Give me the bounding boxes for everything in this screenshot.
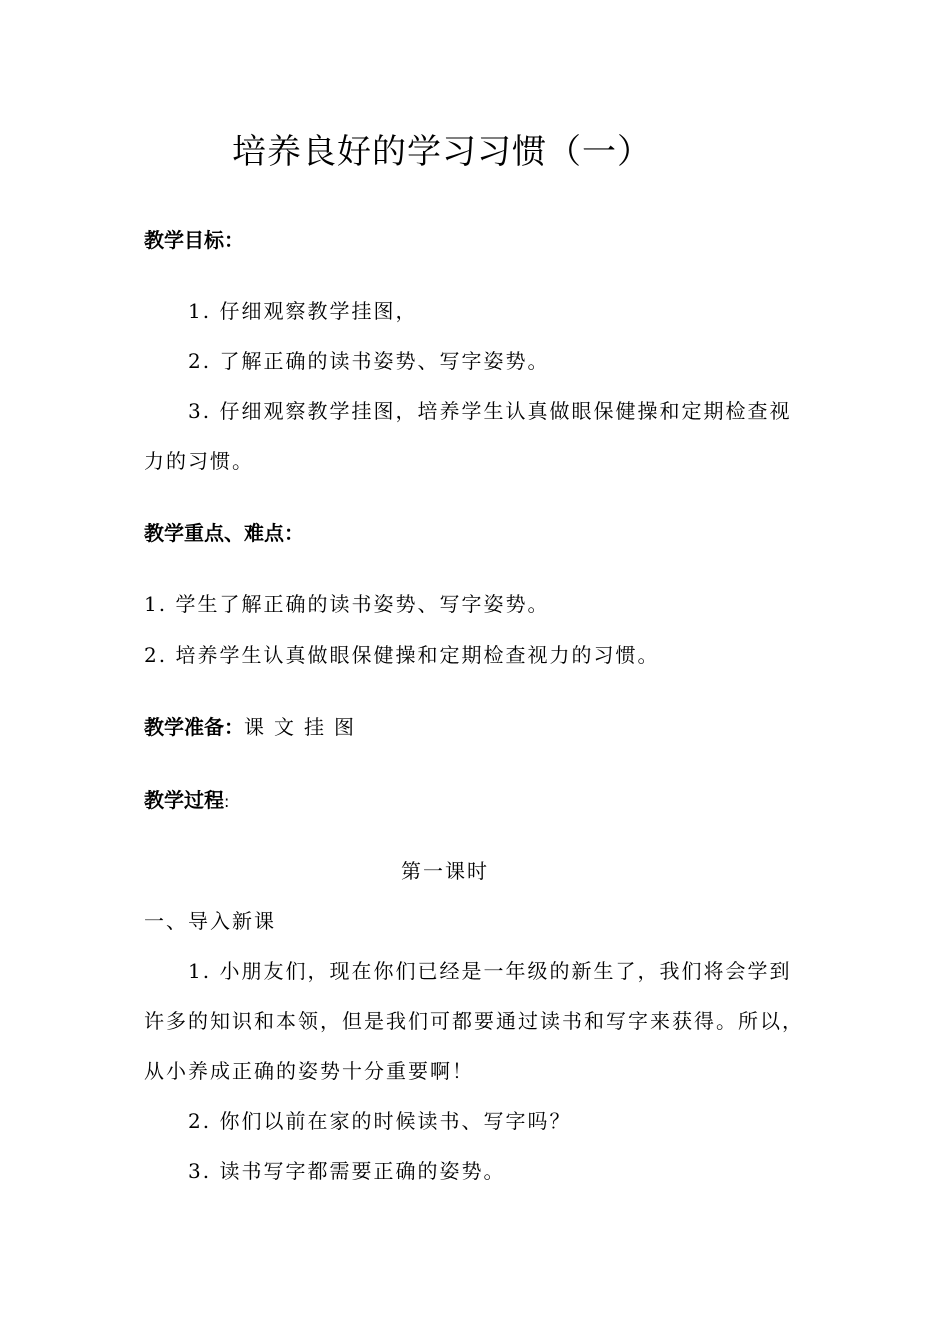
objective-item: 3. 仔细观察教学挂图，培养学生认真做眼保健操和定期检查视: [188, 399, 792, 423]
preparation-value: 课文挂图: [244, 715, 364, 739]
objective-item: 1. 仔细观察教学挂图，: [188, 299, 418, 323]
objective-item-continuation: 力的习惯。: [144, 449, 254, 473]
process-item: 3. 读书写字都需要正确的姿势。: [188, 1159, 506, 1183]
key-point-item: 1. 学生了解正确的读书姿势、写字姿势。: [144, 592, 550, 616]
process-heading-line: [144, 786, 229, 816]
process-item-continuation: 许多的知识和本领，但是我们可都要通过读书和写字来获得。所以，: [144, 1009, 804, 1033]
lesson-title: 第一课时: [401, 859, 489, 883]
process-item: 1. 小朋友们，现在你们已经是一年级的新生了，我们将会学到: [188, 959, 792, 983]
process-heading-colon: :: [224, 792, 230, 811]
objective-item: 2. 了解正确的读书姿势、写字姿势。: [188, 349, 550, 373]
document-title: 培养良好的学习习惯（一）: [232, 132, 652, 172]
preparation-heading: 教学准备：: [144, 715, 244, 739]
key-point-item: 2. 培养学生认真做眼保健操和定期检查视力的习惯。: [144, 643, 660, 667]
section-title: 一、导入新课: [144, 909, 276, 933]
process-heading: 教学过程: [144, 788, 224, 812]
process-item: 2. 你们以前在家的时候读书、写字吗？: [188, 1109, 572, 1133]
process-item-continuation: 从小养成正确的姿势十分重要啊！: [144, 1059, 474, 1083]
objectives-heading: 教学目标：: [144, 228, 244, 252]
preparation-line: [144, 713, 364, 741]
key-points-heading: 教学重点、难点：: [144, 521, 304, 545]
